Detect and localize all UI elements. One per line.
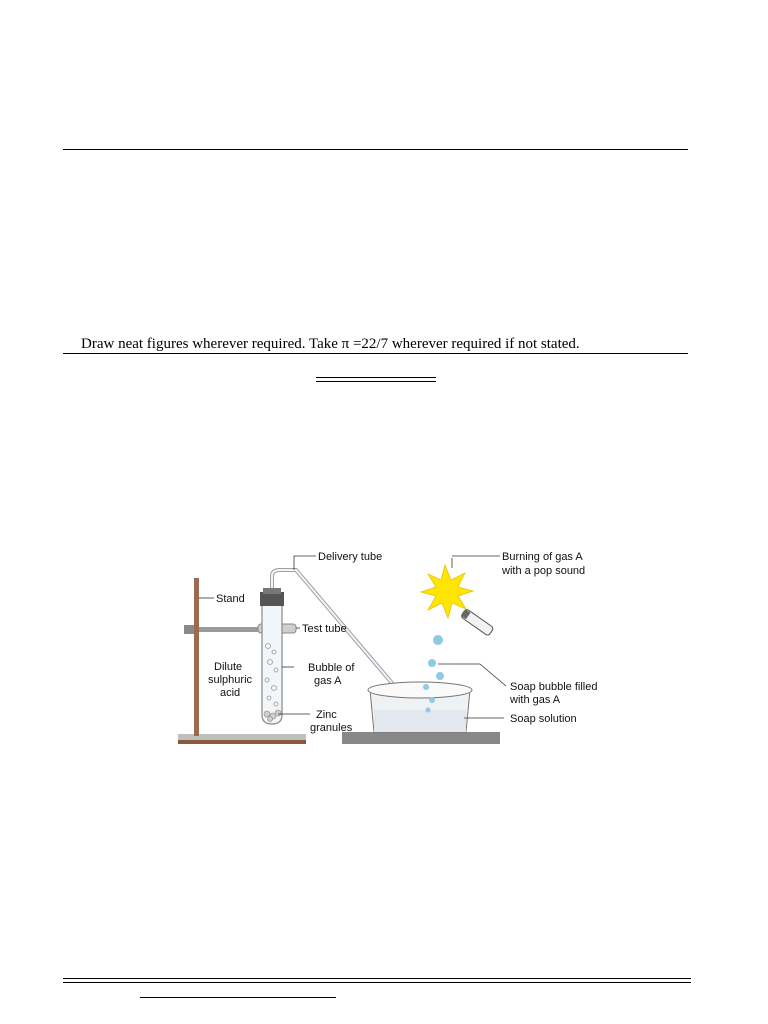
double-rule-top [316, 377, 436, 378]
label-stand: Stand [216, 593, 245, 605]
clamp-arm [199, 627, 265, 632]
label-soap-solution: Soap solution [510, 713, 577, 725]
footnote-rule [140, 997, 336, 998]
test-tube [262, 600, 282, 724]
label-soap-bubble-1: Soap bubble filled [510, 681, 598, 693]
label-burning-2: with a pop sound [502, 565, 586, 577]
burning-splint [460, 608, 494, 636]
header-rule-top [63, 149, 688, 150]
label-dilute-2: sulphuric [208, 674, 253, 686]
footer-rule-1 [63, 978, 691, 979]
label-dilute-3: acid [220, 687, 241, 699]
label-test-tube: Test tube [302, 623, 347, 635]
clamp-knob [184, 625, 194, 634]
header-rule-bottom [63, 353, 688, 354]
apparatus-figure [170, 540, 600, 750]
instructions-text: Draw neat figures wherever required. Take π =22/7 wherever required if not stated. [81, 336, 580, 352]
label-burning-1: Burning of gas A [502, 551, 583, 563]
label-zinc-2: granules [310, 722, 353, 734]
stand-rod [194, 578, 199, 736]
trough-rim [368, 682, 472, 698]
footer-rule-2 [63, 982, 691, 983]
label-soap-bubble-2: with gas A [510, 694, 561, 706]
label-bubble-2: gas A [314, 675, 342, 687]
soap-solution-fill [374, 710, 466, 732]
label-zinc-1: Zinc [316, 709, 337, 721]
label-delivery-tube: Delivery tube [318, 551, 383, 563]
label-dilute-1: Dilute [214, 661, 243, 673]
double-rule-bottom [316, 381, 436, 382]
trough-base [342, 732, 500, 744]
cork [260, 592, 284, 606]
cork-top [263, 588, 281, 594]
stand-base-edge [178, 740, 306, 744]
label-bubble-1: Bubble of [308, 662, 355, 674]
